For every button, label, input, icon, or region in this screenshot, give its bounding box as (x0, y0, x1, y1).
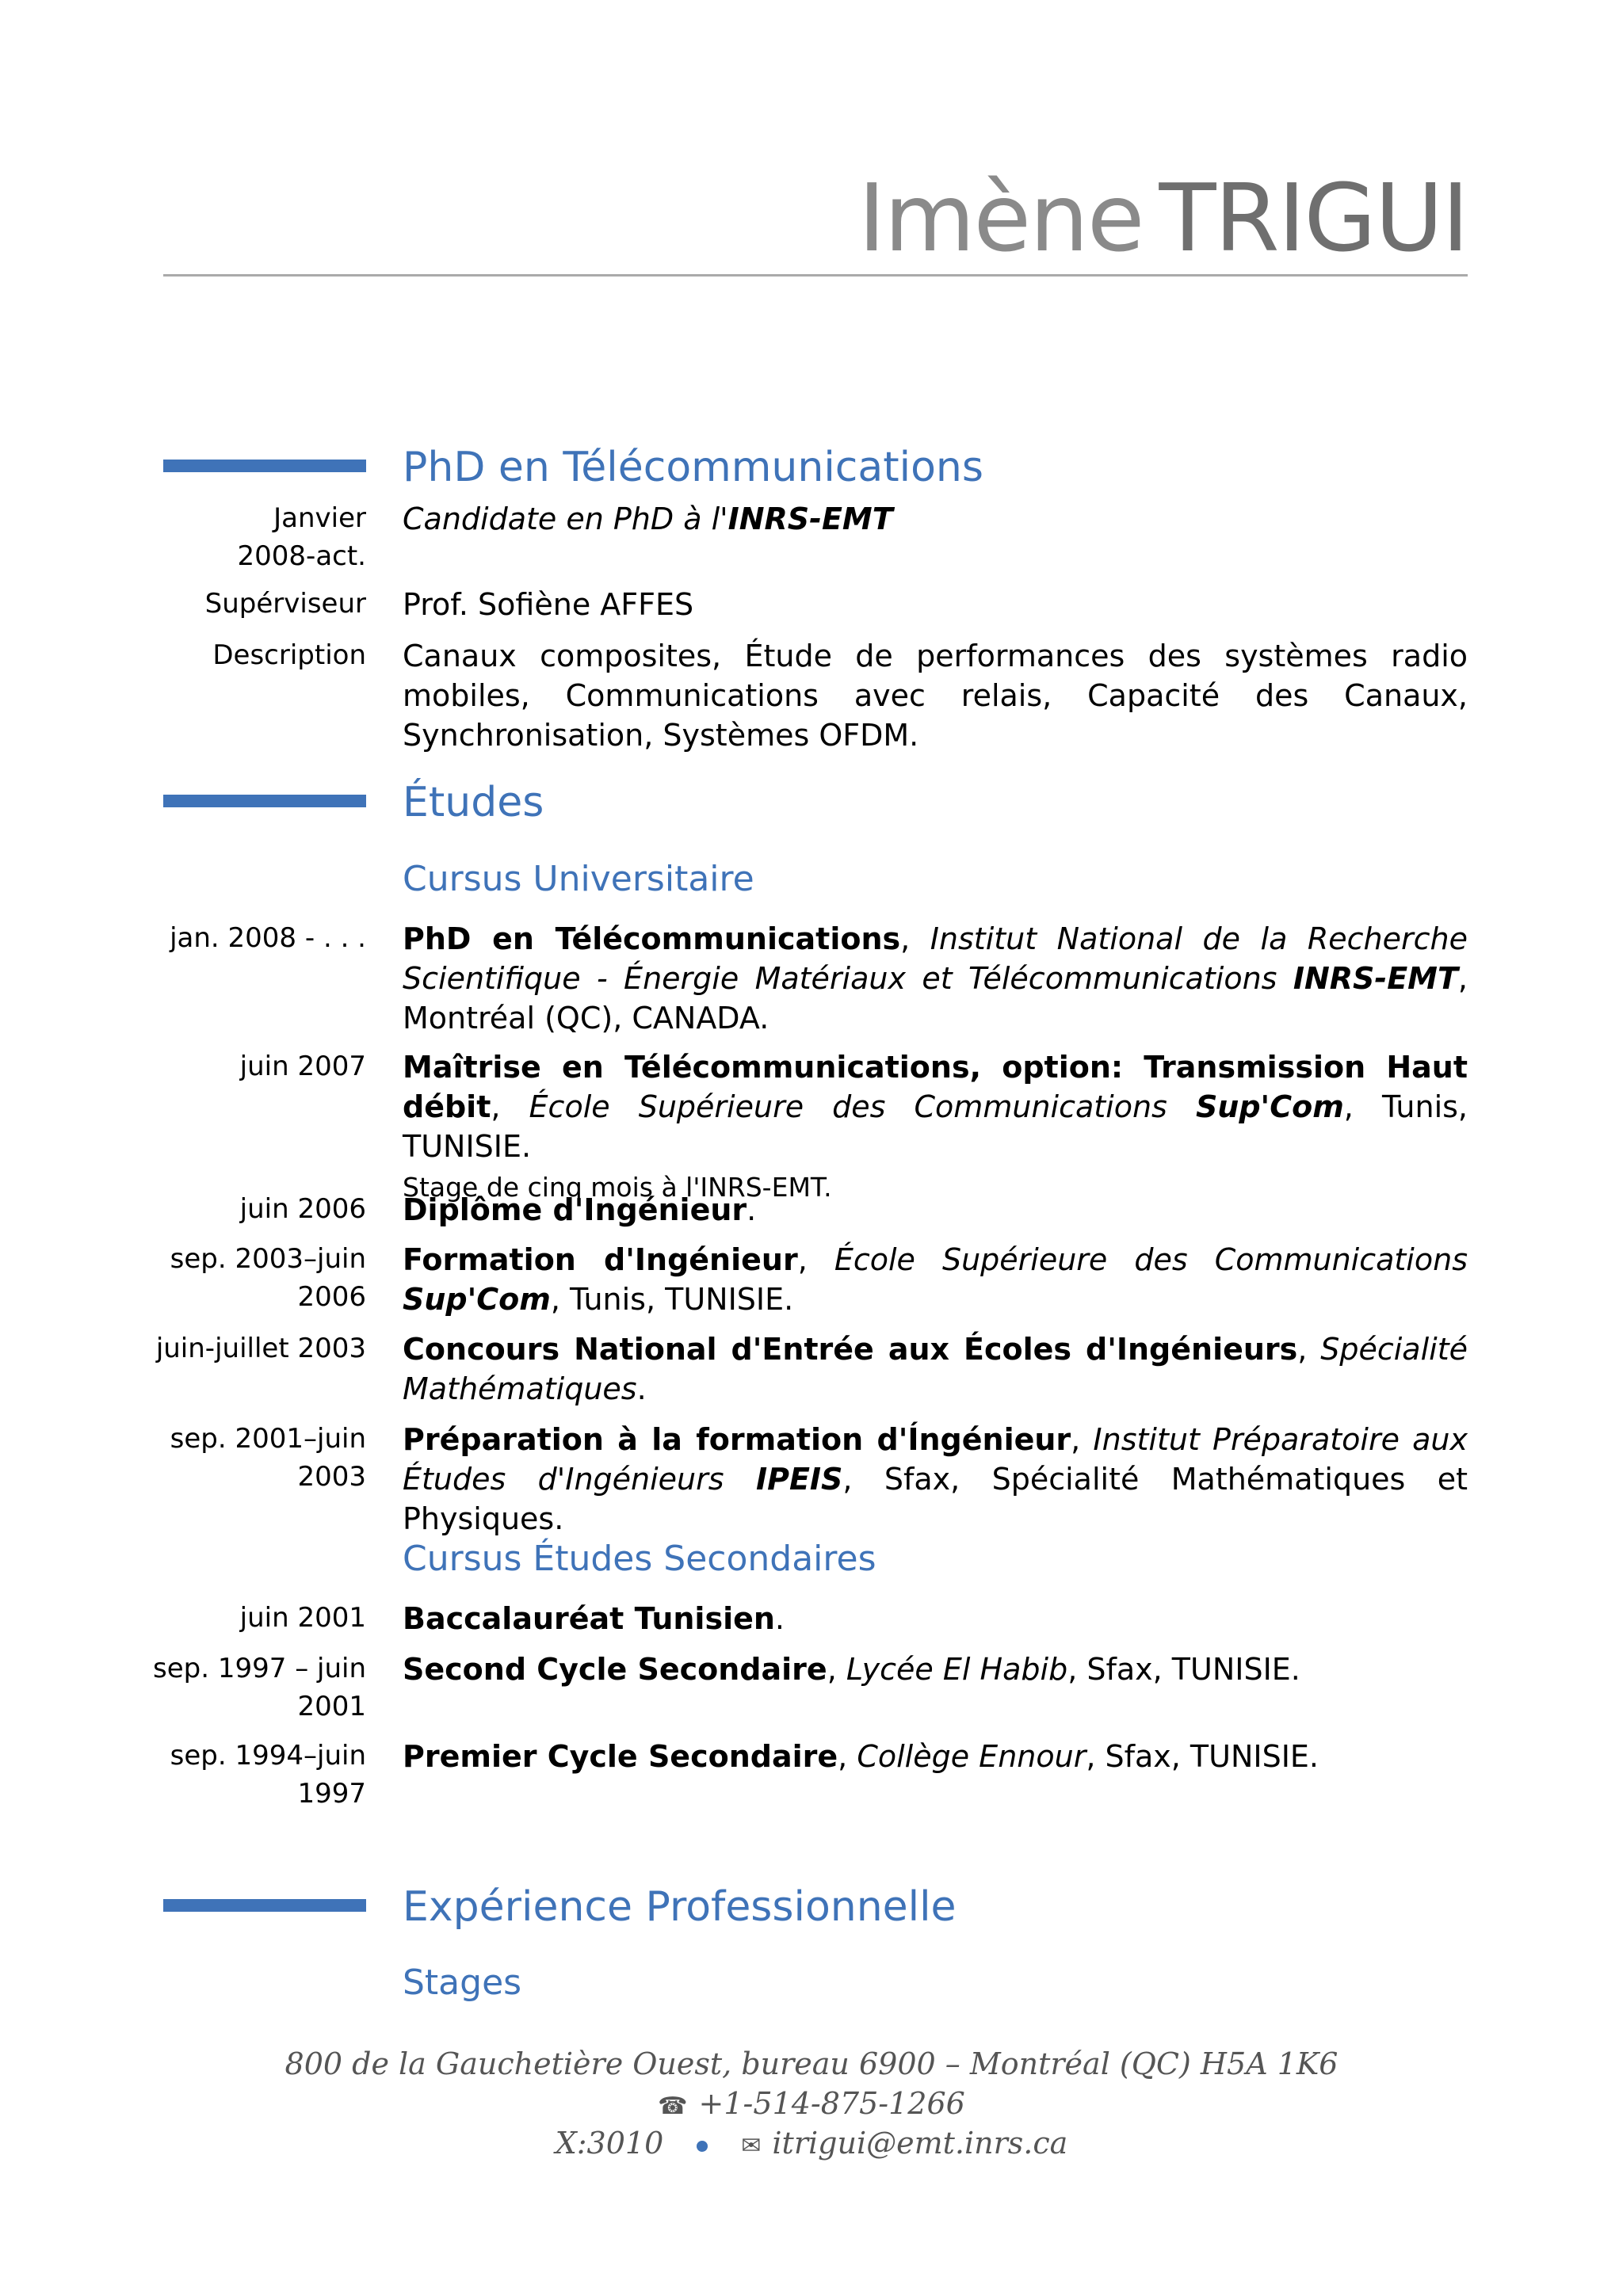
description-label: Description (212, 639, 366, 671)
section-bar (163, 1899, 366, 1912)
footer-address: 800 de la Gauchetière Ouest, bureau 6900 – Montréal (QC) H5A 1K6 (285, 2046, 1338, 2081)
item-text: Préparation à la formation d'Íngénieur, Institut Préparatoire aux Études d'Ingénieurs IPEIS, Sfax, Spécialité Mathématiques et Physiques. (403, 1422, 1468, 1536)
separator-dot (697, 2141, 708, 2152)
item-text: Concours National d'Entrée aux Écoles d'Ingénieurs, Spécialité Mathématiques. (403, 1332, 1468, 1406)
subsection-cursus-secondaires: Cursus Études Secondaires (403, 1539, 876, 1579)
item-text: Formation d'Ingénieur, École Supérieure des Communications Sup'Com, Tunis, TUNISIE. (403, 1242, 1468, 1317)
section-title-phd: PhD en Télécommunications (403, 444, 983, 491)
item-text: Maîtrise en Télécommunications, option: Transmission Haut débit, École Supérieure des Communications Sup'Com, Tunis, TUNISIE. Stage de cinq mois à l'INRS-EMT. (403, 1050, 1468, 1203)
item-date: juin 2001 (239, 1602, 366, 1634)
first-name: Imène (857, 163, 1144, 273)
name-header (858, 162, 1468, 273)
phone-icon: ☎ (658, 2092, 688, 2120)
item-date: juin-juillet 2003 (155, 1333, 366, 1364)
phd-date: Janvier 2008-act. (237, 502, 366, 572)
section-bar (163, 795, 366, 807)
description-value: Canaux composites, Étude de performances des systèmes radio mobiles, Communications avec relais, Capacité des Canaux, Synchronisation, Systèmes OFDM. (403, 639, 1468, 753)
footer-phone: ☎ +1-514-875-1266 (658, 2086, 965, 2121)
section-title-experience: Expérience Professionnelle (403, 1883, 957, 1931)
item-text: Baccalauréat Tunisien. (403, 1601, 785, 1636)
footer-contact (0, 2123, 1623, 2166)
item-date: juin 2006 (239, 1193, 366, 1225)
item-date: sep. 1997 – juin 2001 (153, 1653, 366, 1722)
section-title-etudes: Études (403, 779, 544, 826)
phd-role: Candidate en PhD à l'INRS-EMT (403, 502, 893, 536)
item-text: Second Cycle Secondaire, Lycée El Habib, Sfax, TUNISIE. (403, 1652, 1300, 1687)
item-date: sep. 2003–juin 2006 (170, 1243, 366, 1313)
envelope-icon: ✉ (741, 2132, 762, 2160)
subsection-cursus-universitaire: Cursus Universitaire (403, 859, 754, 899)
supervisor-label: Supérviseur (204, 588, 366, 620)
supervisor-value: Prof. Sofiène AFFES (403, 587, 694, 622)
item-date: juin 2007 (239, 1051, 366, 1082)
section-bar (163, 460, 366, 472)
item-date: jan. 2008 - . . . (170, 922, 366, 954)
item-text: PhD en Télécommunications, Institut National de la Recherche Scientifique - Énergie Matériaux et Télécommunications INRS-EMT, Montréal (QC), CANADA. (403, 921, 1468, 1035)
email-link[interactable]: itrigui@emt.inrs.ca (772, 2126, 1068, 2161)
item-date: sep. 2001–juin 2003 (170, 1423, 366, 1493)
subsection-stages: Stages (403, 1962, 522, 2003)
item-text: Diplôme d'Ingénieur. (403, 1192, 757, 1227)
extension: X:3010 (555, 2126, 664, 2161)
header-rule (163, 274, 1468, 277)
last-name: TRIGUI (1159, 163, 1468, 273)
item-text: Premier Cycle Secondaire, Collège Ennour, Sfax, TUNISIE. (403, 1739, 1319, 1774)
item-date: sep. 1994–juin 1997 (170, 1740, 366, 1810)
